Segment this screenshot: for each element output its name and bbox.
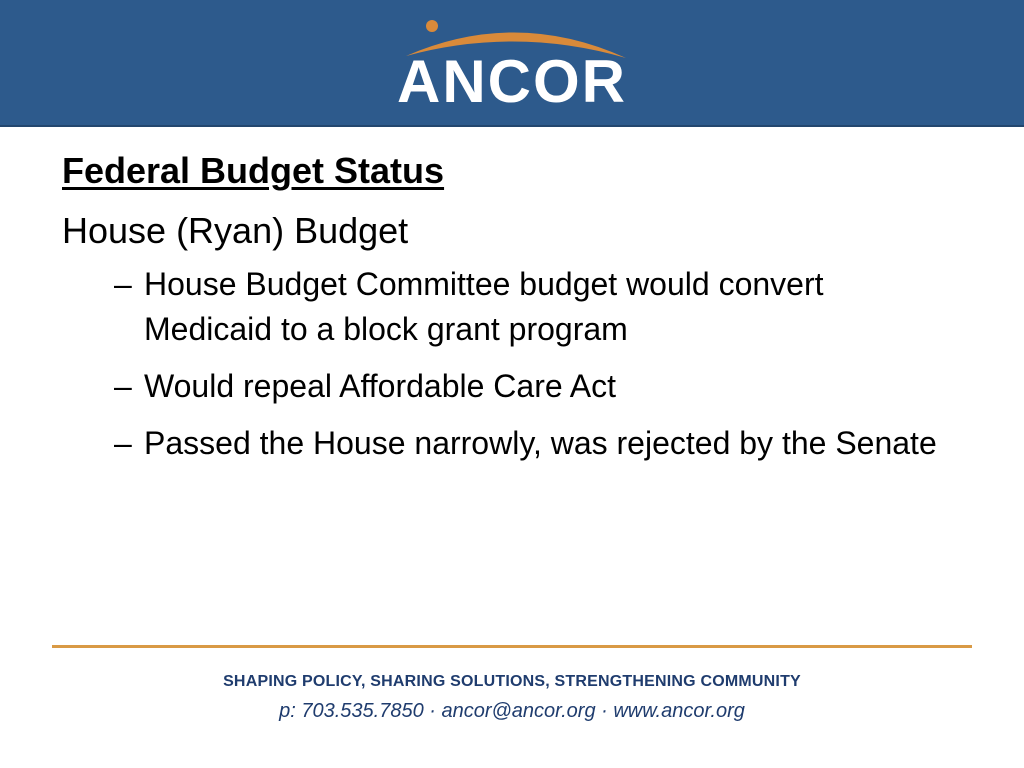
logo-wordmark: ANCOR	[397, 48, 627, 115]
header-band	[0, 0, 1024, 127]
bullet-text: Would repeal Affordable Care Act	[144, 368, 616, 404]
bullet-item	[114, 421, 944, 466]
slide-subtitle: House (Ryan) Budget	[62, 210, 409, 251]
bullet-dash: –	[114, 368, 132, 404]
bullet-item	[114, 262, 944, 352]
ancor-logo	[376, 16, 648, 116]
footer-divider	[52, 645, 972, 648]
slide-title: Federal Budget Status	[62, 150, 445, 191]
bullet-text: Passed the House narrowly, was rejected by the Senate	[144, 425, 937, 461]
slide-content	[62, 148, 962, 478]
bullet-dash: –	[114, 266, 132, 302]
footer-contact: p: 703.535.7850 · ancor@ancor.org · www.ancor.org	[279, 700, 745, 722]
footer-tagline: SHAPING POLICY, SHARING SOLUTIONS, STRENGTHENING COMMUNITY	[223, 673, 801, 690]
bullet-text: House Budget Committee budget would convert Medicaid to a block grant program	[144, 266, 824, 347]
bullet-list	[114, 262, 962, 466]
bullet-dash: –	[114, 425, 132, 461]
bullet-item	[114, 364, 944, 409]
